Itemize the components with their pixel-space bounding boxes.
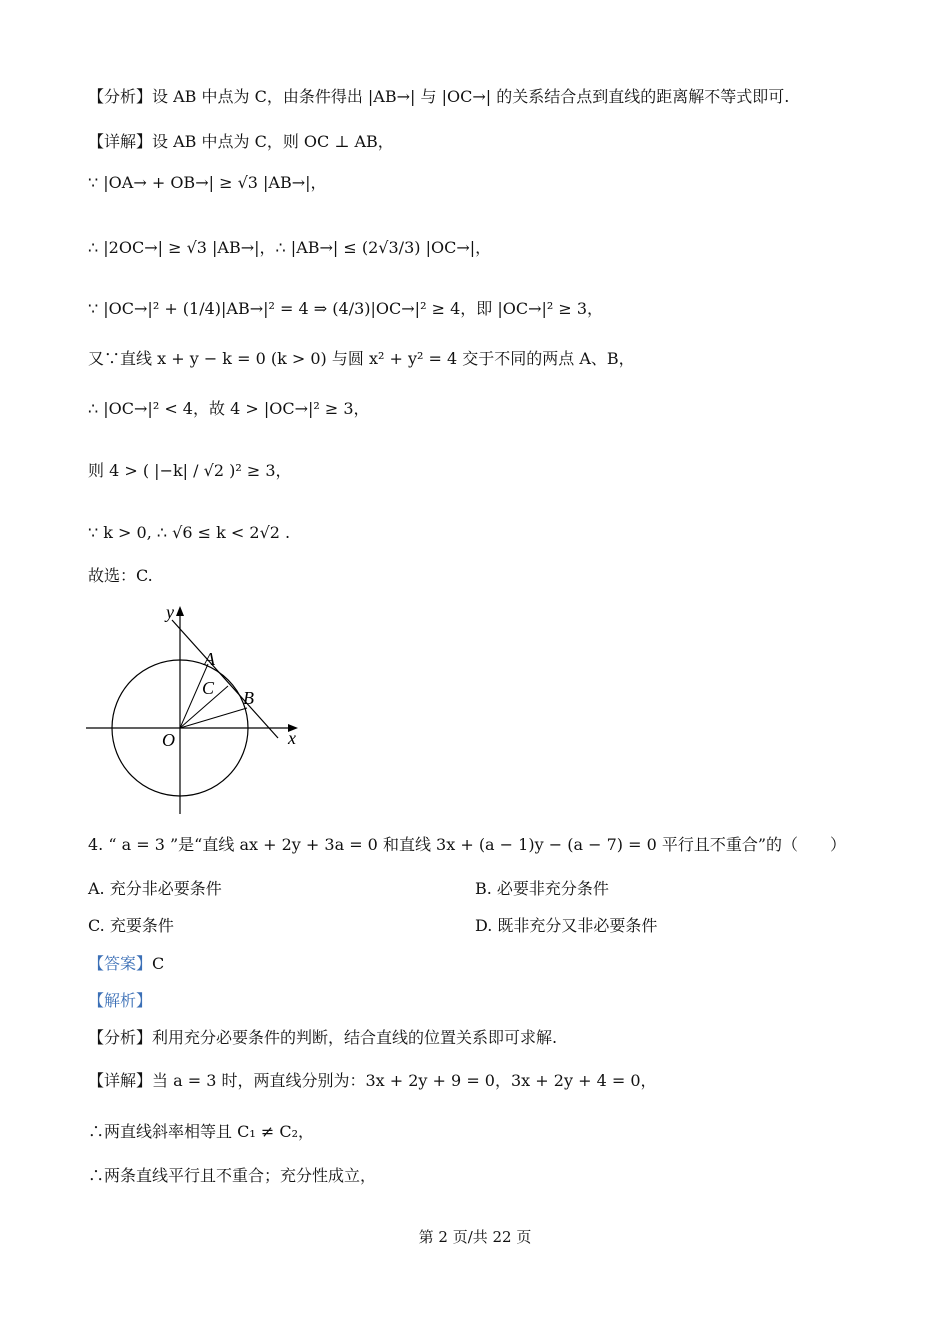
q3-step3: ∵ |OC→|² + (1/4)|AB→|² = 4 ⇒ (4/3)|OC→|² ≥ 4，即 |OC→|² ≥ 3， [88, 299, 604, 318]
q4-option-b: B. 必要非充分条件 [475, 879, 609, 898]
label-B: B [243, 688, 254, 708]
q4-step1: ∴两直线斜率相等且 C₁ ≠ C₂， [88, 1122, 314, 1141]
q4-option-d: D. 既非充分又非必要条件 [475, 916, 658, 935]
q3-step1: ∵ |OA→ + OB→| ≥ √3 |AB→|， [88, 173, 327, 192]
answer-tag: 【答案】 [88, 954, 153, 973]
q3-choice: 故选：C. [88, 566, 153, 585]
q3-analysis: 【分析】设 AB 中点为 C，由条件得出 |AB→| 与 |OC→| 的关系结合点到直线的距离解不等式即可. [88, 87, 790, 106]
q4-detail: 【详解】当 a = 3 时，两直线分别为：3x + 2y + 9 = 0，3x + 2y + 4 = 0， [88, 1071, 657, 1090]
label-A: A [204, 649, 215, 669]
label-x: x [288, 728, 296, 748]
q3-step6: 则 4 > ( |−k| / √2 )² ≥ 3， [88, 461, 292, 480]
y-axis-arrow [176, 606, 184, 616]
q4-analysis: 【分析】利用充分必要条件的判断，结合直线的位置关系即可求解. [88, 1028, 558, 1047]
q3-detail: 【详解】设 AB 中点为 C，则 OC ⊥ AB， [88, 132, 394, 151]
label-y: y [166, 602, 174, 622]
q4-option-a: A. 充分非必要条件 [88, 879, 222, 898]
q3-step7: ∵ k > 0, ∴ √6 ≤ k < 2√2 . [88, 523, 291, 542]
q3-step2: ∴ |2OC→| ≥ √3 |AB→|，∴ |AB→| ≤ (2√3/3) |OC→|， [88, 238, 492, 257]
q3-step5: ∴ |OC→|² < 4，故 4 > |OC→|² ≥ 3， [88, 399, 370, 418]
q4-explain-tag: 【解析】 [88, 991, 153, 1010]
segment-OB [180, 708, 247, 728]
circle-line-figure [80, 598, 320, 818]
q4-answer-line [88, 953, 164, 975]
answer-value: C [152, 954, 165, 973]
label-O: O [162, 730, 175, 750]
q4-step2: ∴两条直线平行且不重合；充分性成立， [88, 1166, 377, 1185]
page-footer: 第 2 页/共 22 页 [418, 1228, 532, 1246]
q4-option-c: C. 充要条件 [88, 916, 174, 935]
label-C: C [202, 678, 215, 698]
q3-step4: 又∵直线 x + y − k = 0 (k > 0) 与圆 x² + y² = 4 交于不同的两点 A、B， [88, 349, 635, 368]
secant-line [172, 620, 278, 738]
q4-question: 4. “ a = 3 ”是“直线 ax + 2y + 3a = 0 和直线 3x + (a − 1)y − (a − 7) = 0 平行且不重合”的（ ） [88, 835, 847, 854]
